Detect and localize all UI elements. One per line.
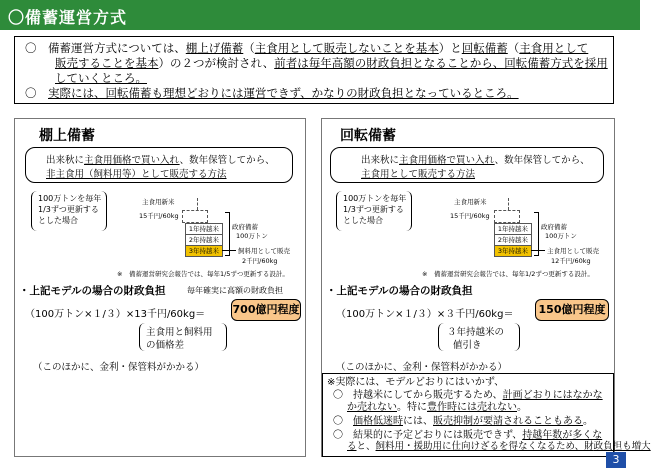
intro-text: （ <box>243 41 255 55</box>
diff-bracket <box>438 323 520 351</box>
diff-text: ３年持越米の <box>447 327 505 338</box>
intro-text: していくところ。 <box>55 71 147 85</box>
extra-note: （このほかに、金利・保管料がかかる） <box>33 362 205 373</box>
panel-title: 回転備蓄 <box>340 128 396 144</box>
desc-line-2: 主食用として販売する方法 <box>361 169 476 180</box>
year2-box: 2年持越米 <box>185 234 223 246</box>
diff-bracket <box>139 323 227 351</box>
new-rice-price: 15千円/60kg <box>139 212 179 220</box>
result-badge: 150億円程度 <box>535 299 609 321</box>
desc-line-1: 出来秋に主食用価格で買い入れ、数年保管してから、 <box>361 155 590 166</box>
sell-arrow <box>531 250 545 251</box>
intro-text: 〇 備蓄運営方式については、 <box>25 41 186 55</box>
year1-box: 1年持越米 <box>494 223 532 235</box>
model-title: ・上記モデルの場合の財政負担 <box>326 285 473 297</box>
footnote: ※ 備蓄運営研究会報告では、毎年1/2ずつ更新する設計。 <box>422 270 594 278</box>
year3-box: 3年持越米 <box>494 245 532 257</box>
sell-arrow <box>222 250 236 251</box>
year2-box: 2年持越米 <box>494 234 532 246</box>
case-text: 100万トンを毎年 <box>343 194 407 203</box>
year1-box: 1年持越米 <box>185 223 223 235</box>
intro-text: 販売することを基本 <box>55 56 159 70</box>
model-title: ・上記モデルの場合の財政負担 <box>19 285 166 297</box>
case-text: 100万トンを毎年 <box>38 194 102 203</box>
sell-label: 主食用として販売 <box>547 247 599 255</box>
model-note: 毎年確実に高額の財政負担 <box>187 286 283 295</box>
intro-text: 棚上げ備蓄 <box>185 41 244 55</box>
intro-text: ）と <box>438 41 462 55</box>
diff-text: 値引き <box>453 340 482 351</box>
intro-box <box>14 36 614 104</box>
new-rice-slot <box>182 210 208 223</box>
sell-price: 12千円/60kg <box>551 257 591 265</box>
reality-note-box <box>322 373 651 457</box>
gov-stock-amount: 100万トン <box>545 232 577 240</box>
note-item-2: 〇 価格低迷時には、販売抑制が要請されることもある。 <box>333 416 593 427</box>
diff-text: 主食用と飼料用 <box>146 327 213 338</box>
gov-stock-label: 政府備蓄 <box>541 223 567 231</box>
panel-title: 棚上備蓄 <box>39 128 95 144</box>
intro-text: 回転備蓄 <box>461 41 508 55</box>
note-item-3: 〇 結果的に予定どおりには販売できず、持越年数が多くな <box>333 430 603 441</box>
case-bracket <box>336 191 412 231</box>
intro-line-4 <box>25 86 519 101</box>
method-description <box>25 147 293 183</box>
gov-stock-amount: 100万トン <box>236 232 268 240</box>
intro-text: 実際には、回転備蓄も理想どおりには運営できず、かなりの財政負担となっているところ。 <box>48 86 519 100</box>
intro-text: 〇 <box>25 86 48 100</box>
year3-box: 3年持越米 <box>185 245 223 257</box>
intro-line-2 <box>55 56 608 71</box>
intro-text: 前者は毎年高額の財政負担となることから、回転備蓄方式を採用 <box>274 56 608 70</box>
desc-line-2: 非主食用（飼料用等）として販売する方法 <box>46 169 227 180</box>
new-rice-price: 15千円/60kg <box>450 212 490 220</box>
formula: （100万トン×１/３）×13千円/60kg＝ <box>25 309 206 320</box>
intro-line-3 <box>55 71 147 86</box>
method-description <box>330 147 604 183</box>
new-rice-label: 主食用新米 <box>142 198 175 206</box>
extra-note: （このほかに、金利・保管料がかかる） <box>336 362 508 373</box>
intro-text: ）の２つが検討され、 <box>158 56 275 70</box>
note-item-1b: か売れない。特に豊作時には売れない。 <box>347 402 527 413</box>
note-item-3b: ると、飼料用・援助用に仕向けざるを得なくなるため、財政負担も増大 <box>347 441 651 452</box>
note-title: ※実際には、モデルどおりにはいかず、 <box>327 377 505 388</box>
note-item-1: 〇 持越米にしてから販売するため、計画どおりにはなかな <box>333 390 603 401</box>
panel-kaiten <box>321 118 651 457</box>
desc-line-1: 出来秋に主食用価格で買い入れ、数年保管してから、 <box>46 155 275 166</box>
page-number: 3 <box>606 452 626 468</box>
panel-tanaage <box>14 118 306 457</box>
diff-text: の価格差 <box>146 340 185 351</box>
intro-text: 主食用として <box>519 41 589 55</box>
sell-label: 飼料用として販売 <box>238 247 290 255</box>
intro-text: 主食用として販売しないことを基本 <box>254 41 439 55</box>
intro-text: （ <box>507 41 520 55</box>
result-badge: 700億円程度 <box>231 299 301 321</box>
gov-stock-label: 政府備蓄 <box>232 223 258 231</box>
case-text: 1/3ずつ更新する <box>38 205 99 214</box>
arrow-line <box>197 198 199 210</box>
case-bracket <box>31 191 107 231</box>
arrow-line <box>508 198 510 210</box>
case-text: 1/3ずつ更新する <box>343 205 404 214</box>
sell-price: 2千円/60kg <box>242 257 278 265</box>
page-title: 〇備蓄運営方式 <box>8 8 128 27</box>
new-rice-slot <box>494 210 520 223</box>
new-rice-label: 主食用新米 <box>454 198 487 206</box>
case-text: とした場合 <box>38 216 78 225</box>
footnote: ※ 備蓄運営研究会報告では、毎年1/5ずつ更新する設計。 <box>117 270 289 278</box>
intro-line-1 <box>25 41 588 56</box>
case-text: とした場合 <box>343 216 383 225</box>
formula: （100万トン×１/３）×３千円/60kg＝ <box>336 309 514 320</box>
